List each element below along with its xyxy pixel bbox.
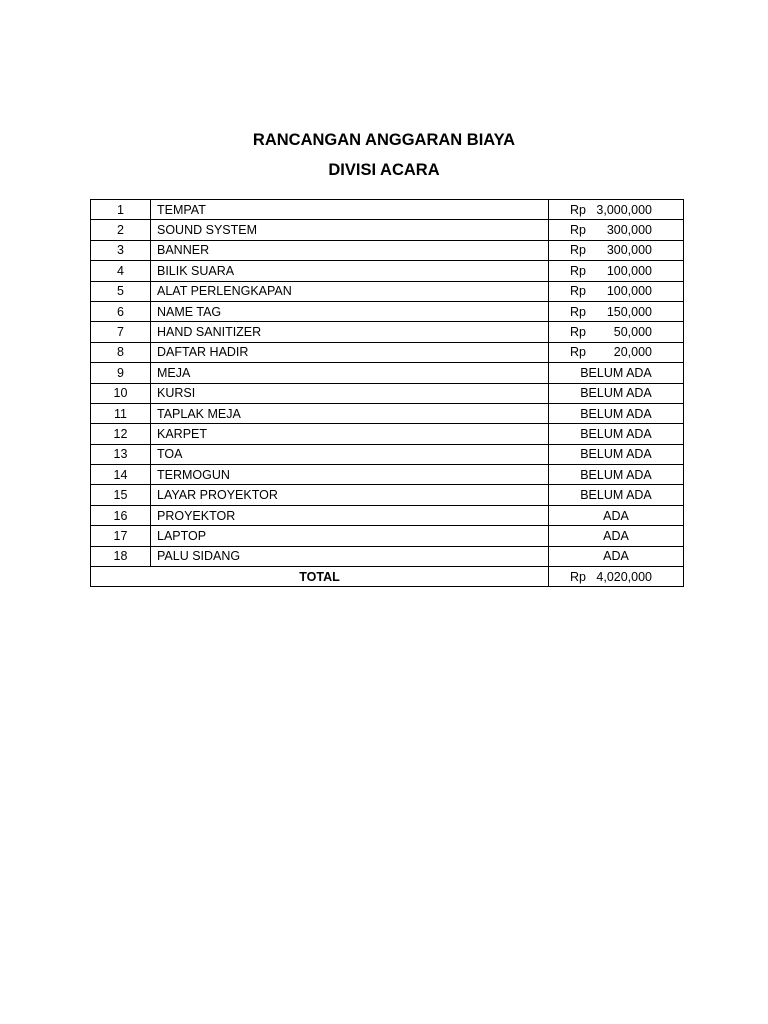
status-text: ADA xyxy=(603,549,629,564)
amount-cell xyxy=(549,301,684,321)
currency-label: Rp xyxy=(570,284,586,299)
item-name-cell: TEMPAT xyxy=(151,200,549,220)
budget-table xyxy=(90,199,684,587)
row-number-cell: 2 xyxy=(91,220,151,240)
money-value xyxy=(570,303,656,321)
total-amount-cell xyxy=(549,567,684,587)
amount-cell xyxy=(549,240,684,260)
item-name-cell: PROYEKTOR xyxy=(151,505,549,525)
table-row xyxy=(91,526,684,546)
amount-cell xyxy=(549,465,684,485)
money-value xyxy=(570,343,656,361)
row-number-cell: 15 xyxy=(91,485,151,505)
status-text: BELUM ADA xyxy=(580,488,652,503)
amount-value: 100,000 xyxy=(606,284,652,299)
amount-cell xyxy=(549,485,684,505)
item-name-cell: TAPLAK MEJA xyxy=(151,403,549,423)
row-number-cell: 1 xyxy=(91,200,151,220)
total-amount-value: 4,020,000 xyxy=(596,569,652,584)
table-row xyxy=(91,403,684,423)
item-name-cell: TERMOGUN xyxy=(151,465,549,485)
item-name-cell: LAYAR PROYEKTOR xyxy=(151,485,549,505)
table-row xyxy=(91,485,684,505)
table-row xyxy=(91,424,684,444)
table-row xyxy=(91,281,684,301)
document-subtitle: DIVISI ACARA xyxy=(328,161,440,179)
row-number-cell: 4 xyxy=(91,261,151,281)
amount-cell xyxy=(549,220,684,240)
total-money-value xyxy=(570,568,656,586)
item-name-cell: PALU SIDANG xyxy=(151,546,549,566)
currency-label: Rp xyxy=(570,243,586,258)
money-value xyxy=(570,241,656,259)
row-number-cell: 13 xyxy=(91,444,151,464)
item-name-cell: HAND SANITIZER xyxy=(151,322,549,342)
amount-cell xyxy=(549,546,684,566)
table-row xyxy=(91,200,684,220)
amount-cell xyxy=(549,383,684,403)
row-number-cell: 6 xyxy=(91,301,151,321)
table-row xyxy=(91,220,684,240)
table-row xyxy=(91,240,684,260)
row-number-cell: 11 xyxy=(91,403,151,423)
table-row xyxy=(91,363,684,383)
row-number-cell: 14 xyxy=(91,465,151,485)
amount-cell xyxy=(549,322,684,342)
table-row xyxy=(91,342,684,362)
table-row xyxy=(91,301,684,321)
table-row xyxy=(91,322,684,342)
item-name-cell: MEJA xyxy=(151,363,549,383)
item-name-cell: NAME TAG xyxy=(151,301,549,321)
total-label: TOTAL xyxy=(91,567,549,587)
item-name-cell: KARPET xyxy=(151,424,549,444)
item-name-cell: SOUND SYSTEM xyxy=(151,220,549,240)
status-text: BELUM ADA xyxy=(580,467,652,482)
currency-label: Rp xyxy=(570,223,586,238)
amount-cell xyxy=(549,342,684,362)
item-name-cell: LAPTOP xyxy=(151,526,549,546)
amount-value: 300,000 xyxy=(606,223,652,238)
amount-value: 20,000 xyxy=(613,345,652,360)
row-number-cell: 12 xyxy=(91,424,151,444)
amount-value: 3,000,000 xyxy=(596,202,652,217)
amount-cell xyxy=(549,424,684,444)
money-value xyxy=(570,262,656,280)
row-number-cell: 16 xyxy=(91,505,151,525)
status-text: BELUM ADA xyxy=(580,386,652,401)
status-text: BELUM ADA xyxy=(580,406,652,421)
table-row xyxy=(91,261,684,281)
amount-value: 50,000 xyxy=(613,325,652,340)
table-row xyxy=(91,444,684,464)
currency-label: Rp xyxy=(570,202,586,217)
item-name-cell: KURSI xyxy=(151,383,549,403)
total-row xyxy=(91,567,684,587)
amount-value: 100,000 xyxy=(606,263,652,278)
row-number-cell: 8 xyxy=(91,342,151,362)
currency-label: Rp xyxy=(570,345,586,360)
row-number-cell: 17 xyxy=(91,526,151,546)
money-value xyxy=(570,201,656,219)
item-name-cell: TOA xyxy=(151,444,549,464)
row-number-cell: 10 xyxy=(91,383,151,403)
currency-label: Rp xyxy=(570,325,586,340)
money-value xyxy=(570,282,656,300)
status-text: BELUM ADA xyxy=(580,447,652,462)
currency-label: Rp xyxy=(570,304,586,319)
money-value xyxy=(570,323,656,341)
status-text: BELUM ADA xyxy=(580,426,652,441)
amount-cell xyxy=(549,526,684,546)
status-text: ADA xyxy=(603,528,629,543)
item-name-cell: BANNER xyxy=(151,240,549,260)
amount-cell xyxy=(549,363,684,383)
status-text: ADA xyxy=(603,508,629,523)
money-value xyxy=(570,221,656,239)
amount-cell xyxy=(549,261,684,281)
amount-value: 150,000 xyxy=(606,304,652,319)
table-row xyxy=(91,505,684,525)
amount-cell xyxy=(549,281,684,301)
row-number-cell: 9 xyxy=(91,363,151,383)
amount-cell xyxy=(549,200,684,220)
table-row xyxy=(91,546,684,566)
row-number-cell: 18 xyxy=(91,546,151,566)
row-number-cell: 3 xyxy=(91,240,151,260)
amount-cell xyxy=(549,444,684,464)
status-text: BELUM ADA xyxy=(580,365,652,380)
amount-value: 300,000 xyxy=(606,243,652,258)
amount-cell xyxy=(549,505,684,525)
budget-table-body xyxy=(91,200,684,587)
total-currency-label: Rp xyxy=(570,569,586,584)
item-name-cell: DAFTAR HADIR xyxy=(151,342,549,362)
item-name-cell: BILIK SUARA xyxy=(151,261,549,281)
table-row xyxy=(91,383,684,403)
document-title: RANCANGAN ANGGARAN BIAYA xyxy=(252,131,516,149)
item-name-cell: ALAT PERLENGKAPAN xyxy=(151,281,549,301)
currency-label: Rp xyxy=(570,263,586,278)
amount-cell xyxy=(549,403,684,423)
row-number-cell: 5 xyxy=(91,281,151,301)
table-row xyxy=(91,465,684,485)
row-number-cell: 7 xyxy=(91,322,151,342)
